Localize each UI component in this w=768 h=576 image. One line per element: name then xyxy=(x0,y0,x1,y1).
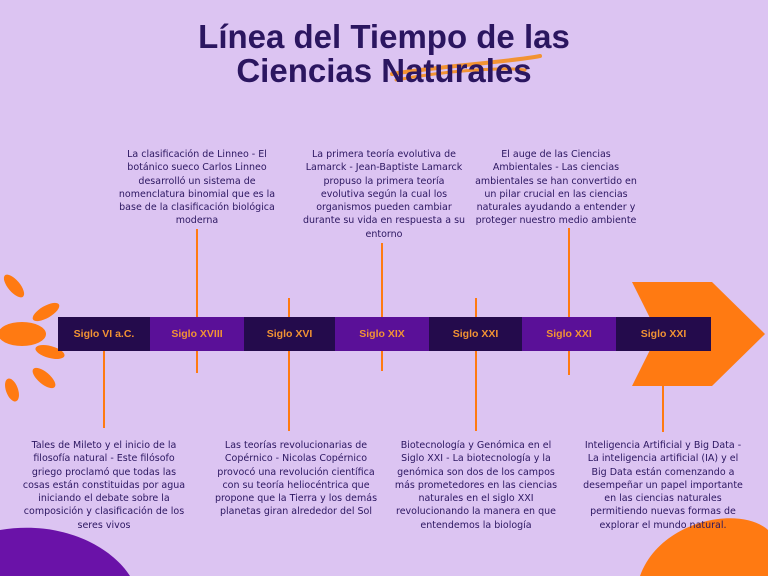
segment-label: Siglo XVI xyxy=(266,328,313,340)
timeline-segment xyxy=(522,317,616,351)
segment-label: Siglo XVIII xyxy=(171,328,223,340)
connector-line xyxy=(568,228,570,317)
timeline-segment xyxy=(616,317,711,351)
title-line-2: Ciencias Naturales xyxy=(236,52,532,89)
segment-label: Siglo VI a.C. xyxy=(73,328,135,340)
event-description-bottom: Inteligencia Artificial y Big Data - La inteligencia artificial (IA) y el Big Data están comenzando a desempeñar un papel importante en las ciencias naturales permitiendo nuevas formas de explorar el mundo natural. xyxy=(583,440,743,531)
connector-line xyxy=(381,243,383,317)
connector-line xyxy=(103,351,105,428)
connector-line xyxy=(662,380,664,432)
connector-line xyxy=(196,229,198,317)
segment-label: Siglo XIX xyxy=(359,328,405,340)
timeline-segment xyxy=(429,317,522,351)
timeline-segment xyxy=(150,317,244,351)
event-description-top: La primera teoría evolutiva de Lamarck - Jean-Baptiste Lamarck propuso la primera teoría evolutiva según la cual los organismos pueden cambiar durante su vida en respuesta a su entorno xyxy=(302,149,466,240)
timeline-segment xyxy=(244,317,335,351)
title-line-1: Línea del Tiempo de las xyxy=(198,18,570,55)
event-description-bottom: Biotecnología y Genómica en el Siglo XXI - La biotecnología y la genómica son dos de los campos más prometedores en las ciencias naturales en el siglo XXI revolucionando la manera en que entendemos la biología xyxy=(394,440,558,531)
page-title xyxy=(0,20,768,88)
purple-blob-bottom-left xyxy=(0,528,130,576)
connector-line xyxy=(475,351,477,431)
timeline-segment xyxy=(335,317,429,351)
connector-line xyxy=(568,351,570,375)
connector-line xyxy=(381,351,383,371)
connector-line xyxy=(475,298,477,317)
event-description-bottom: Las teorías revolucionarias de Copérnico - Nicolas Copérnico provocó una revolución científica con su teoría heliocéntrica que propone que la Tierra y los demás planetas giran alrededor del Sol xyxy=(214,440,378,518)
timeline-segment xyxy=(58,317,150,351)
connector-line xyxy=(288,298,290,317)
connector-line xyxy=(196,351,198,373)
event-description-top: La clasificación de Linneo - El botánico sueco Carlos Linneo desarrolló un sistema de nomenclatura binomial que es la base de la clasificación biológica moderna xyxy=(118,149,276,227)
event-description-top: El auge de las Ciencias Ambientales - Las ciencias ambientales se han convertido en un pilar crucial en las ciencias naturales ayudando a entender y proteger nuestro medio ambiente xyxy=(475,149,637,227)
segment-label: Siglo XXI xyxy=(640,328,687,340)
event-description-bottom: Tales de Mileto y el inicio de la filosofía natural - Este filósofo griego proclamó que todas las cosas están constituidas por agua iniciando el debate sobre la composición y clasificación de los seres vivos xyxy=(22,440,186,531)
orange-burst-left xyxy=(0,271,66,403)
segment-label: Siglo XXI xyxy=(452,328,499,340)
segment-label: Siglo XXI xyxy=(546,328,592,340)
connector-line xyxy=(288,351,290,431)
